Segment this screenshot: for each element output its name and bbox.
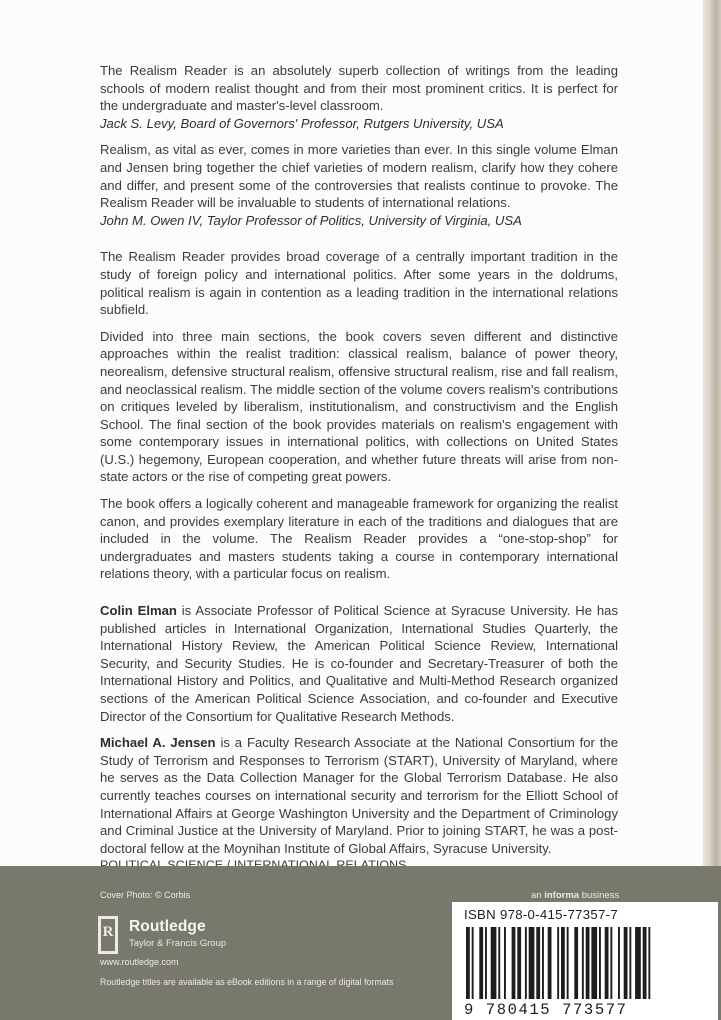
praise-quote-2: Realism, as vital as ever, comes in more varieties than ever. In this single volume Elman and Jensen bring together the chief varieties of modern realism, clarify how they cohere and differ, and present some of the controversies that realists continue to provoke. The Realism Reader will be invaluable to students of international relations.: [100, 142, 618, 211]
barcode-digits: 9 780415 773577: [464, 1001, 628, 1019]
barcode-bar: [536, 927, 540, 999]
barcode-bars: [466, 927, 704, 999]
barcode-bar: [586, 927, 590, 999]
author-bio-2: [100, 734, 618, 857]
praise-quote-1: The Realism Reader is an absolutely superb collection of writings from the leading schools of modern realist thought and from their most prominent critics. It is perfect for the undergraduate and master's-level classroom.: [100, 63, 618, 114]
publisher-website[interactable]: www.routledge.com: [100, 957, 179, 967]
praise-attribution-2: John M. Owen IV, Taylor Professor of Politics, University of Virginia, USA: [100, 212, 522, 228]
barcode-bar: [557, 927, 559, 999]
barcode-bar: [618, 927, 620, 999]
barcode-bar: [648, 927, 650, 999]
author-name-1: Colin Elman: [100, 603, 177, 619]
barcode-bar: [512, 927, 516, 999]
publisher-group: Taylor & Francis Group: [129, 938, 227, 949]
barcode-bar: [479, 927, 483, 999]
barcode-bar: [643, 927, 647, 999]
barcode-bar: [610, 927, 612, 999]
barcode-bar: [599, 927, 601, 999]
barcode-bar: [605, 927, 609, 999]
svg-text:R: R: [102, 924, 114, 940]
barcode-bar: [504, 927, 506, 999]
author-bio-text-2: is a Faculty Research Associate at the National Consortium for the Study of Terrorism and Responses to Terrorism (START), University of Maryland, where he serves as the Data Collection Manager for the Global Terrorism Database. He also currently teaches courses on international security and terrorism for the Elliott School of International Affairs at George Washington University and the Department of Criminology and Criminal Justice at the University of Maryland. Prior to joining START, he was a post-doctoral fellow at the Moynihan Institute of Global Affairs, Syracuse University.: [100, 735, 618, 856]
barcode-bar: [517, 927, 521, 999]
author-name-2: Michael A. Jensen: [100, 735, 216, 751]
informa-suffix: business: [581, 890, 620, 901]
author-bio-1: [100, 602, 618, 725]
description-paragraph-3: The book offers a logically coherent and manageable framework for organizing the realist canon, and provides exemplary literature in each of the traditions and dialogues that are included in the volume. The Realism Reader provides a “one-stop-shop” for undergraduates and masters students taking a course in contemporary international relations theory, with a particular focus on realism.: [100, 496, 618, 582]
informa-brand: informa: [544, 890, 580, 901]
barcode-bar: [574, 927, 578, 999]
praise-attribution-1: Jack S. Levy, Board of Governors' Professor, Rutgers University, USA: [100, 115, 504, 131]
routledge-logo: [98, 916, 238, 956]
isbn-number: ISBN 978-0-415-77357-7: [464, 907, 618, 922]
barcode-bar: [629, 927, 631, 999]
barcode-bar: [485, 927, 487, 999]
ebook-note: Routledge titles are available as eBook editions in a range of digital formats: [100, 977, 394, 987]
barcode-bar: [529, 927, 535, 999]
barcode-bar: [498, 927, 500, 999]
footer-band: [0, 866, 721, 1020]
author-bio-text-1: is Associate Professor of Political Science at Syracuse University. He has published articles in International Organization, International Studies Quarterly, the International History Review, the American Political Science Review, International Security, and Security Studies. He is co-founder and Secretary-Treasurer of both the International History and Politics, and Qualitative and Multi-Method Research organized sections of the American Political Science Association, and co-founder and Executive Director of the Consortium for Qualitative Research Methods.: [100, 603, 618, 724]
publisher-name: Routledge: [129, 918, 206, 935]
description-paragraph-1: The Realism Reader provides broad coverage of a centrally important tradition in the study of foreign policy and international politics. After some years in the doldrums, political realism is again in contention as a leading tradition in the international relations subfield.: [100, 249, 618, 318]
barcode-bar: [624, 927, 628, 999]
barcode-bar: [591, 927, 597, 999]
routledge-mark-icon: [98, 916, 118, 954]
cover-text-block: [100, 62, 618, 875]
barcode-bar: [548, 927, 552, 999]
barcode-bar: [567, 927, 569, 999]
isbn-barcode-box: [452, 902, 718, 1020]
barcode-bar: [525, 927, 527, 999]
description-paragraph-2: Divided into three main sections, the book covers seven different and distinctive approaches within the realist tradition: classical realism, balance of power theory, neorealism, defensive structural realism, offensive structural realism, rise and fall realism, and neoclassical realism. The middle section of the volume covers realism's contributions on critiques leveled by liberalism, institutionalism, and constructivism and the English School. The final section of the book provides materials on realism's engagement with some contemporary issues in international politics, with collections on United States (U.S.) hegemony, European cooperation, and whether future threats will arise from non-state actors or the rise of competing great powers.: [100, 328, 618, 485]
cover-photo-credit: Cover Photo: © Corbis: [100, 890, 191, 900]
informa-business-line: [531, 890, 619, 901]
barcode-bar: [561, 927, 565, 999]
barcode-bar: [491, 927, 497, 999]
barcode-bar: [635, 927, 641, 999]
barcode-bar: [472, 927, 474, 999]
barcode-bar: [582, 927, 584, 999]
barcode-bar: [466, 927, 470, 999]
informa-prefix: an: [531, 890, 542, 901]
barcode-bar: [542, 927, 544, 999]
